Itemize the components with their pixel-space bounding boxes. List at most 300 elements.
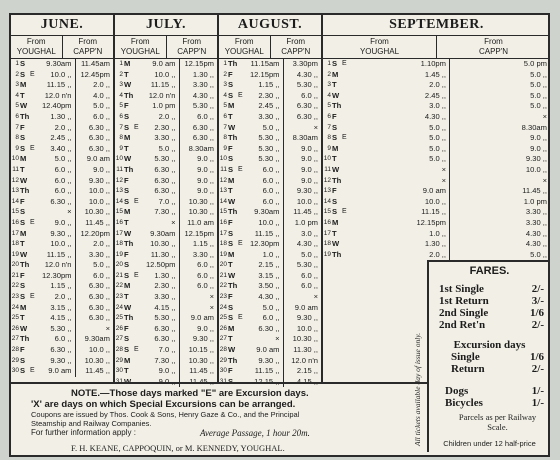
day-number: 17: [115, 229, 123, 237]
weekday: T: [332, 228, 337, 238]
day-number: 16: [323, 218, 331, 226]
time-from-youghal: 1.30 ,,: [424, 239, 446, 249]
weekday: S: [20, 143, 26, 153]
sailing-row: [11, 91, 113, 102]
sailing-row: [115, 59, 217, 70]
weekday: F: [228, 69, 233, 79]
fare-row: Return 2/-: [451, 363, 544, 375]
time-from-youghal: ×: [441, 164, 446, 174]
time-from-youghal: 12.15pm: [416, 217, 446, 227]
day-number: 7: [15, 123, 19, 131]
time-from-cappoquin: ×: [283, 292, 322, 303]
excursion-mark: [342, 239, 349, 250]
weekday: S: [20, 366, 26, 376]
day-number: 16: [219, 218, 227, 226]
day-number: 19: [115, 250, 123, 258]
excursion-mark: [134, 154, 141, 165]
weekday: F: [20, 270, 25, 280]
excursion-mark: E: [30, 218, 35, 226]
time-from-cappoquin: 12.0 n'n: [283, 356, 322, 367]
weekday: T: [20, 313, 25, 323]
sailing-row: [219, 281, 321, 292]
sailing-row: [11, 165, 113, 176]
weekday: M: [124, 207, 131, 217]
column-headers: From YOUGHAL From CAPP'N: [323, 36, 550, 59]
day-number: 23: [115, 293, 123, 301]
weekday: F: [228, 217, 233, 227]
time-from-youghal: 12.30pm: [41, 270, 72, 280]
excursion-mark: [238, 144, 245, 155]
excursion-mark: [134, 59, 141, 70]
weekday: F: [124, 323, 129, 333]
time-from-cappoquin: 6.30 ,,: [179, 123, 218, 134]
day-number: 22: [115, 282, 123, 290]
sailing-row: [323, 80, 550, 91]
excursion-mark: [134, 292, 141, 303]
time-from-youghal: 11.30 ,,: [150, 249, 176, 259]
timetable-card: [9, 13, 550, 457]
time-from-cappoquin: 12.45pm: [75, 70, 114, 81]
weekday: M: [228, 249, 235, 259]
weekday: S: [228, 90, 234, 100]
time-from-youghal: 7.30 ,,: [154, 355, 176, 365]
excursion-mark: [30, 91, 37, 102]
time-from-youghal: 6.0 ,,: [54, 186, 72, 196]
excursion-mark: [134, 356, 141, 367]
day-number: 6: [15, 112, 19, 120]
weekday: T: [124, 69, 129, 79]
month-title: JUNE.: [11, 15, 113, 36]
weekday: F: [228, 143, 233, 153]
day-number: 17: [11, 229, 19, 237]
day-number: 13: [219, 187, 227, 195]
time-from-youghal: 5.0 ,,: [262, 302, 280, 312]
month-august: [219, 15, 323, 386]
weekday: S: [20, 281, 26, 291]
time-from-youghal: 5.0 ,,: [429, 122, 446, 132]
time-from-youghal: 11.15 ,,: [254, 228, 280, 238]
time-from-cappoquin: 3.30 ,,: [449, 207, 550, 218]
excursion-mark: [342, 250, 349, 261]
day-number: 5: [119, 102, 123, 110]
weekday: F: [332, 186, 337, 196]
sailing-row: [323, 197, 550, 208]
time-from-youghal: 12.50pm: [145, 260, 176, 270]
sailing-row: [11, 229, 113, 240]
time-from-youghal: 2.0 ,,: [54, 122, 72, 132]
excursion-mark: [30, 112, 37, 123]
weekday: M: [228, 175, 235, 185]
time-from-cappoquin: 8.30am: [283, 133, 322, 144]
sailing-row: [115, 281, 217, 292]
time-from-youghal: 9.0 ,,: [158, 366, 176, 376]
fare-row: Single 1/6: [451, 351, 544, 363]
time-from-youghal: 11.15 ,,: [421, 207, 446, 217]
sailing-row: [219, 80, 321, 91]
time-from-cappoquin: 11.45 ,,: [75, 218, 114, 229]
day-number: 21: [11, 271, 19, 279]
day-number: 1: [327, 60, 331, 67]
weekday: F: [332, 111, 337, 121]
excursion-mark: [238, 112, 245, 123]
excursion-mark: [238, 356, 245, 367]
sailing-row: [11, 133, 113, 144]
weekday: S: [332, 122, 338, 132]
sailing-row: [11, 59, 113, 70]
weekday: W: [20, 249, 28, 259]
day-number: 13: [115, 187, 123, 195]
weekday: T: [124, 217, 129, 227]
fare-row: 1st Return 3/-: [439, 295, 544, 307]
excursion-mark: [30, 239, 37, 250]
weekday: Th: [228, 355, 238, 365]
day-number: 29: [219, 356, 227, 364]
time-from-youghal: 11.15 ,,: [254, 366, 280, 376]
sailing-row: [219, 186, 321, 197]
weekday: Th: [124, 90, 134, 100]
day-number: 22: [219, 282, 227, 290]
sailing-row: [323, 101, 550, 112]
weekday: T: [20, 90, 25, 100]
weekday: Th: [124, 164, 134, 174]
time-from-youghal: 6.30 ,,: [50, 345, 72, 355]
sailing-row: [115, 356, 217, 367]
day-number: 31: [115, 377, 123, 385]
time-from-cappoquin: 9.0 ,,: [449, 144, 550, 155]
weekday: F: [228, 292, 233, 302]
time-from-youghal: 5.0 ,,: [429, 154, 446, 164]
time-from-youghal: 6.30 ,,: [258, 323, 280, 333]
fare-row: 1st Single 2/-: [439, 283, 544, 295]
excursion-mark: E: [134, 346, 139, 354]
time-from-youghal: 1.10pm: [420, 59, 446, 68]
excursion-mark: [238, 229, 245, 240]
day-number: 9: [223, 144, 227, 152]
time-from-youghal: 5.30 ,,: [258, 133, 280, 143]
day-number: 10: [323, 155, 331, 163]
time-from-youghal: 6.30 ,,: [154, 186, 176, 196]
sailing-row: [115, 80, 217, 91]
time-from-youghal: 6.0 ,,: [262, 196, 280, 206]
day-number: 30: [219, 367, 227, 375]
sailing-row: [219, 197, 321, 208]
weekday: S: [20, 133, 26, 143]
weekday: Th: [228, 133, 238, 143]
time-from-youghal: 6.0 ,,: [54, 334, 72, 344]
weekday: M: [20, 154, 27, 164]
time-from-youghal: ×: [67, 207, 72, 217]
time-from-cappoquin: 5.0 ,,: [283, 250, 322, 261]
weekday: T: [20, 164, 25, 174]
sailing-row: [11, 313, 113, 324]
sailing-row: [115, 112, 217, 123]
sailing-row: [219, 154, 321, 165]
time-from-youghal: 12.15pm: [249, 69, 280, 79]
excursion-mark: E: [238, 91, 243, 99]
time-from-youghal: 3.30 ,,: [258, 111, 280, 121]
weekday: T: [332, 154, 337, 164]
day-number: 12: [11, 176, 19, 184]
weekday: Th: [228, 281, 238, 291]
time-from-youghal: 6.30 ,,: [154, 334, 176, 344]
time-from-cappoquin: 6.30 ,,: [75, 303, 114, 314]
sailing-row: [219, 59, 321, 70]
time-from-cappoquin: 11.45 ,,: [75, 366, 114, 377]
time-from-youghal: 6.0 ,,: [54, 175, 72, 185]
weekday: S: [20, 207, 26, 217]
month-july: [115, 15, 219, 386]
sailing-row: [115, 334, 217, 345]
note-special: 'X' are days on which Special Excursions can be arranged.: [31, 399, 296, 410]
excursion-mark: [238, 218, 245, 229]
excursion-mark: [342, 229, 349, 240]
excursion-mark: [238, 59, 245, 70]
excursion-mark: [342, 165, 349, 176]
excursion-mark: E: [134, 271, 139, 279]
day-number: 3: [327, 81, 331, 89]
excursion-mark: [30, 176, 37, 187]
time-from-youghal: 7.0 ,,: [158, 196, 176, 206]
time-from-cappoquin: 4.30 ,,: [179, 91, 218, 102]
weekday: T: [228, 186, 233, 196]
weekday: T: [228, 260, 233, 270]
sailing-row: [11, 218, 113, 229]
sailing-row: [115, 197, 217, 208]
day-number: 4: [15, 91, 19, 99]
day-number: 1: [223, 60, 227, 67]
sailing-row: [115, 176, 217, 187]
day-number: 8: [223, 134, 227, 142]
weekday: W: [332, 164, 340, 174]
sailing-row: [323, 133, 550, 144]
time-from-youghal: 2.30 ,,: [154, 122, 176, 132]
time-from-cappoquin: 5.0 pm: [449, 59, 550, 70]
time-from-cappoquin: 9.0 ,,: [179, 165, 218, 176]
day-number: 8: [15, 134, 19, 142]
time-from-cappoquin: 8.30am: [449, 123, 550, 134]
time-from-cappoquin: 3.30 ,,: [449, 218, 550, 229]
day-number: 6: [223, 112, 227, 120]
time-from-cappoquin: 11.30 ,,: [283, 345, 322, 356]
weekday: W: [124, 228, 132, 238]
excursion-mark: [134, 70, 141, 81]
weekday: S: [228, 239, 234, 249]
excursion-mark: [30, 271, 37, 282]
sailing-row: [219, 123, 321, 134]
excursion-mark: [134, 250, 141, 261]
weekday: W: [20, 101, 28, 111]
excursion-mark: [134, 144, 141, 155]
time-from-youghal: 7.0 ,,: [158, 345, 176, 355]
excursion-mark: [134, 334, 141, 345]
time-from-cappoquin: 6.30 ,,: [75, 292, 114, 303]
time-from-cappoquin: 5.0 ,,: [75, 101, 114, 112]
time-from-cappoquin: 9.30am: [75, 334, 114, 345]
day-number: 15: [11, 208, 19, 216]
time-from-youghal: 5.0 ,,: [262, 122, 280, 132]
sailing-row: [323, 112, 550, 123]
excursion-mark: [30, 197, 37, 208]
sailing-row: [115, 186, 217, 197]
excursion-mark: [342, 154, 349, 165]
sailing-row: [219, 239, 321, 250]
excursion-mark: [238, 176, 245, 187]
time-from-youghal: 5.30 ,,: [258, 154, 280, 164]
excursion-mark: [30, 303, 37, 314]
excursion-mark: E: [342, 134, 347, 142]
weekday: W: [228, 270, 236, 280]
weekday: M: [332, 217, 339, 227]
fare-row: Dogs 1/-: [445, 385, 544, 397]
time-from-youghal: 5.30 ,,: [154, 313, 176, 323]
excursion-mark: E: [30, 293, 35, 301]
excursion-mark: [134, 207, 141, 218]
time-from-cappoquin: 9.30 ,,: [283, 186, 322, 197]
day-number: 23: [219, 293, 227, 301]
time-from-youghal: ×: [275, 334, 280, 344]
excursion-mark: [30, 313, 37, 324]
sailing-row: [11, 250, 113, 261]
excursion-mark: [342, 91, 349, 102]
time-from-cappoquin: 3.30 ,,: [179, 250, 218, 261]
excursion-mark: E: [342, 60, 347, 67]
time-from-cappoquin: 9.0 ,,: [449, 133, 550, 144]
time-from-youghal: 12.15 ,,: [254, 376, 280, 386]
weekday: M: [20, 80, 27, 90]
time-from-youghal: 1.45 ,,: [424, 69, 446, 79]
excursion-mark: [238, 186, 245, 197]
weekday: M: [124, 59, 131, 68]
day-number: 6: [327, 112, 331, 120]
time-from-youghal: 5.30 ,,: [154, 154, 176, 164]
excursion-mark: [134, 80, 141, 91]
time-from-youghal: 2.0 ,,: [158, 111, 176, 121]
sailing-row: [11, 123, 113, 134]
time-from-cappoquin: 2.15 ,,: [283, 366, 322, 377]
excursion-mark: [342, 218, 349, 229]
weekday: S: [228, 376, 234, 386]
time-from-cappoquin: 6.30 ,,: [75, 281, 114, 292]
time-from-cappoquin: 6.30 ,,: [75, 123, 114, 134]
excursion-mark: [342, 144, 349, 155]
excursion-mark: E: [30, 144, 35, 152]
sailing-row: [11, 197, 113, 208]
time-from-youghal: ×: [441, 175, 446, 185]
weekday: M: [332, 143, 339, 153]
note-companies: Steamship and Railway Companies.: [31, 419, 152, 428]
excursion-mark: [238, 324, 245, 335]
day-number: 30: [115, 367, 123, 375]
weekday: S: [332, 59, 338, 68]
day-number: 11: [324, 165, 331, 173]
time-from-cappoquin: 6.0 ,,: [75, 112, 114, 123]
sailing-row: [115, 123, 217, 134]
sailing-row: [115, 229, 217, 240]
time-from-cappoquin: 6.0 ,,: [283, 281, 322, 292]
time-from-cappoquin: 1.0 pm: [449, 197, 550, 208]
time-from-cappoquin: 5.0 ,,: [449, 80, 550, 91]
sailing-row: [115, 101, 217, 112]
sailing-row: [323, 91, 550, 102]
day-number: 16: [11, 218, 19, 226]
time-from-cappoquin: 10.30 ,,: [179, 207, 218, 218]
weekday: F: [228, 366, 233, 376]
note-excursion: NOTE.—Those days marked "E" are Excursion days.: [71, 388, 309, 399]
time-from-youghal: 5.0 ,,: [158, 143, 176, 153]
sailing-rows: [219, 59, 321, 387]
weekday: Th: [332, 101, 342, 111]
time-from-youghal: 12.0 n'n: [44, 90, 72, 100]
time-from-cappoquin: 12.15pm: [179, 229, 218, 240]
time-from-youghal: 5.30 ,,: [50, 323, 72, 333]
time-from-youghal: 6.0 ,,: [262, 313, 280, 323]
time-from-cappoquin: 9.0 ,,: [179, 324, 218, 335]
time-from-youghal: 3.15 ,,: [258, 270, 280, 280]
time-from-youghal: 11.15am: [250, 59, 280, 68]
day-number: 29: [115, 356, 123, 364]
column-headers: From YOUGHAL From CAPP'N: [115, 36, 217, 59]
time-from-cappoquin: ×: [449, 112, 550, 123]
time-from-cappoquin: 10.30 ,,: [179, 356, 218, 367]
weekday: W: [228, 345, 236, 355]
day-number: 29: [11, 356, 19, 364]
day-number: 10: [115, 155, 123, 163]
excursion-mark: [134, 239, 141, 250]
sailing-row: [11, 334, 113, 345]
time-from-cappoquin: 11.0 am: [179, 218, 218, 229]
time-from-youghal: 10.0 ,,: [154, 69, 176, 79]
excursion-mark: [342, 123, 349, 134]
day-number: 9: [119, 144, 123, 152]
time-from-cappoquin: 5.30 ,,: [179, 101, 218, 112]
weekday: Th: [228, 59, 238, 68]
excursion-mark: [134, 281, 141, 292]
sailing-row: [115, 366, 217, 377]
sailing-row: [219, 112, 321, 123]
weekday: S: [124, 186, 130, 196]
time-from-youghal: 2.45 ,,: [424, 90, 446, 100]
month-title: AUGUST.: [219, 15, 321, 36]
weekday: T: [20, 239, 25, 249]
time-from-youghal: 3.15 ,,: [50, 302, 72, 312]
time-from-youghal: 1.15 ,,: [50, 281, 72, 291]
time-from-cappoquin: 5.0 ,,: [449, 250, 550, 261]
sailing-row: [219, 324, 321, 335]
time-from-cappoquin: 6.0 ,,: [75, 271, 114, 282]
weekday: F: [124, 101, 129, 111]
day-number: 27: [219, 335, 227, 343]
weekday: S: [20, 217, 26, 227]
excursion-mark: E: [30, 70, 35, 78]
excursion-mark: [30, 165, 37, 176]
time-from-cappoquin: 3.30 ,,: [75, 250, 114, 261]
weekday: S: [20, 69, 26, 79]
sailing-row: [323, 250, 550, 261]
fares-title: FARES.: [469, 265, 510, 277]
weekday: Th: [124, 313, 134, 323]
weekday: M: [228, 323, 235, 333]
time-from-youghal: 9.0 am: [422, 186, 446, 196]
weekday: W: [124, 80, 132, 90]
day-number: 8: [327, 134, 331, 142]
weekday: S: [332, 207, 338, 217]
weekday: W: [20, 323, 28, 333]
time-from-youghal: 11.15 ,,: [46, 249, 72, 259]
day-number: 10: [219, 155, 227, 163]
time-from-cappoquin: ×: [75, 324, 114, 335]
excursion-mark: [342, 80, 349, 91]
weekday: S: [228, 80, 234, 90]
